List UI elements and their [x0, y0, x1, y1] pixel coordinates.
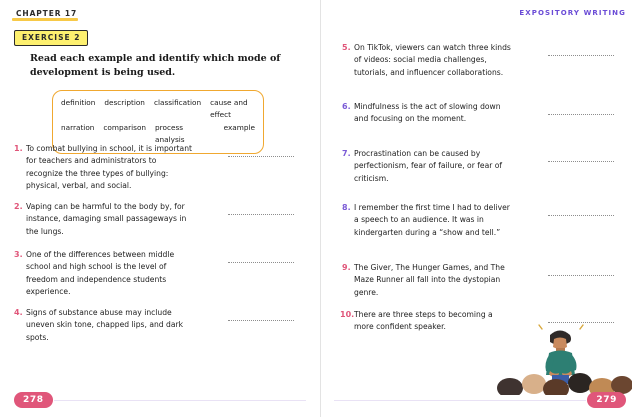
item-text: One of the differences between middle school and high school is the level of freedom and independence students experience.	[26, 250, 175, 296]
word-bank-term: description	[104, 98, 145, 107]
word-bank-term: example	[223, 122, 255, 132]
item-number: 4.	[14, 307, 23, 317]
header-wave-left	[86, 14, 308, 22]
word-bank-term: process analysis	[155, 122, 185, 145]
item-number: 1.	[14, 143, 23, 153]
header-wave-right	[332, 14, 550, 22]
item-text: The Giver, The Hunger Games, and The Maze Runner all fall into the dystopian genre.	[354, 263, 505, 297]
answer-blank[interactable]	[228, 319, 294, 321]
item-text: Procrastination can be caused by perfectionism, fear of failure, or fear of criticism.	[354, 149, 503, 183]
item-number: 3.	[14, 249, 23, 259]
item-number: 9.	[342, 262, 351, 272]
item-number: 2.	[14, 201, 23, 211]
footer-rule	[334, 400, 586, 401]
item-text: There are three steps to becoming a more confident speaker.	[354, 310, 493, 332]
answer-blank[interactable]	[548, 214, 614, 216]
instructions: Read each example and identify which mode of development is being used.	[30, 53, 281, 78]
exercise-badge: EXERCISE 2	[14, 30, 88, 46]
item-text: On TikTok, viewers can watch three kinds of videos: social media challenges, tutorials, and influencer collaborations.	[354, 43, 511, 77]
item-text: Vaping can be harmful to the body by, for instance, damaging small passageways in the lungs.	[26, 202, 187, 236]
item-text: Signs of substance abuse may include uneven skin tone, chapped lips, and dark spots.	[26, 308, 184, 342]
item-number: 5.	[342, 42, 351, 52]
item-number: 10.	[340, 309, 355, 319]
answer-blank[interactable]	[548, 160, 614, 162]
list-item	[14, 249, 194, 298]
list-item	[342, 101, 514, 126]
answer-blank[interactable]	[548, 54, 614, 56]
item-text: To combat bullying in school, it is important for teachers and administrators to recognize the three types of bullying: physical, verbal, and social.	[26, 144, 193, 190]
item-text: I remember the first time I had to deliver a speech to an audience. It was in kindergarten during a “show and tell.”	[354, 203, 510, 237]
word-bank-term: cause and effect	[210, 98, 248, 120]
list-item	[342, 42, 514, 79]
word-bank-term: classification	[153, 98, 202, 107]
item-number: 7.	[342, 148, 351, 158]
answer-blank[interactable]	[228, 155, 294, 157]
answer-blank[interactable]	[548, 113, 614, 115]
list-item	[340, 309, 514, 334]
word-bank-term: comparison	[103, 122, 147, 132]
footer-rule	[54, 400, 306, 401]
list-item	[342, 262, 514, 299]
list-item	[14, 201, 194, 238]
list-item	[342, 148, 514, 185]
running-head: EXPOSITORY WRITING	[519, 9, 626, 17]
right-page	[320, 0, 640, 417]
list-item	[342, 202, 514, 239]
list-item	[14, 307, 194, 344]
word-bank-term: narration	[61, 122, 95, 132]
page-number-right: 279	[587, 392, 626, 408]
word-bank-term: definition	[61, 98, 96, 107]
item-number: 8.	[342, 202, 351, 212]
speaker-illustration	[492, 305, 632, 395]
answer-blank[interactable]	[228, 261, 294, 263]
answer-blank[interactable]	[228, 213, 294, 215]
answer-blank[interactable]	[548, 274, 614, 276]
item-number: 6.	[342, 101, 351, 111]
chapter-label: CHAPTER 17	[16, 9, 78, 18]
page-number-left: 278	[14, 392, 53, 408]
item-text: Mindfulness is the act of slowing down and focusing on the moment.	[354, 102, 501, 124]
word-bank-row-1	[61, 97, 255, 122]
list-item	[14, 143, 194, 192]
